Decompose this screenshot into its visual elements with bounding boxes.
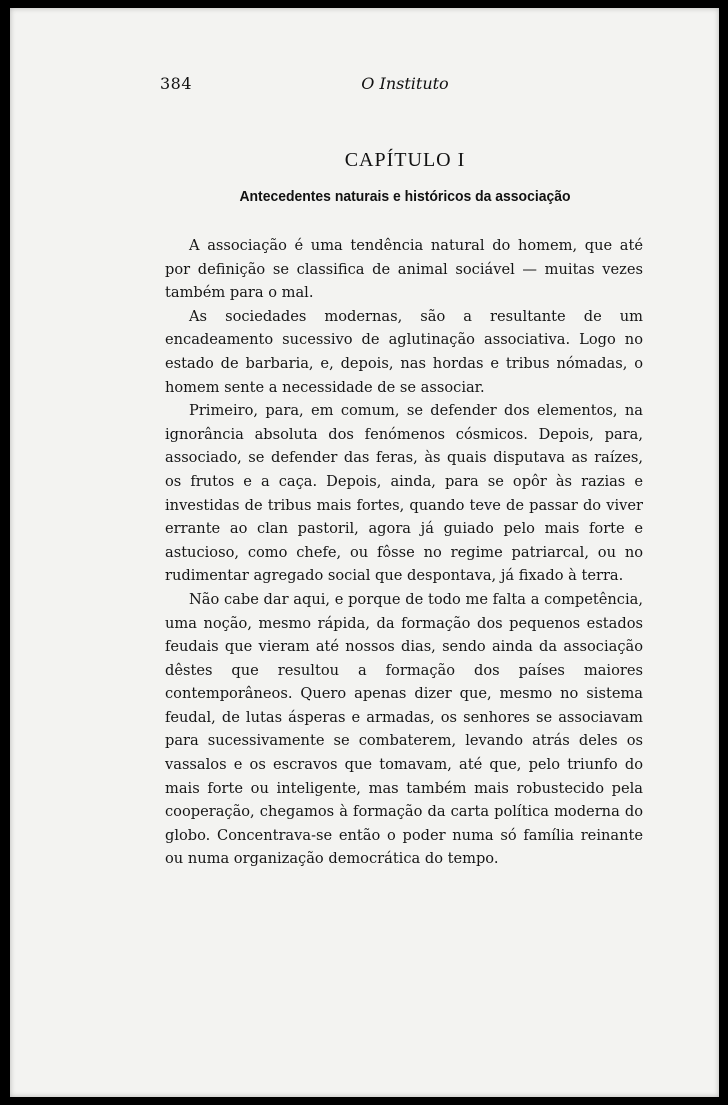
page-number: 384 xyxy=(160,74,193,93)
running-title: O Instituto xyxy=(361,74,449,93)
chapter-subtitle: Antecedentes naturais e históricos da associação xyxy=(239,188,571,205)
paragraph: As sociedades modernas, são a resultante de um encadeamento sucessivo de aglutinação associativa. Logo no estado de barbaria, e, depois, nas hordas e tribus nómadas, o homem sente a necessidade de se associar. xyxy=(165,307,643,396)
page-header xyxy=(160,74,650,98)
paragraph: Não cabe dar aqui, e porque de todo me falta a competência, uma noção, mesmo rápida, da formação dos pequenos estados feudais que vieram até nossos dias, sendo ainda da associação dêstes que resultou a formação dos países maiores contemporâneos. Quero apenas dizer que, mesmo no sistema feudal, de lutas ásperas e armadas, os senhores se associavam para sucessivamente se combaterem, levando atrás deles os vassalos e os escravos que tomavam, até que, pelo triunfo do mais forte ou inteligente, mas também mais robustecido pela cooperação, chegamos à formação da carta política moderna do globo. Concentrava-se então o poder numa só família reinante ou numa organização democrática do tempo. xyxy=(165,590,643,868)
paragraph: A associação é uma tendência natural do homem, que até por definição se classifica de animal sociável — muitas vezes também para o mal. xyxy=(165,237,643,302)
body-text xyxy=(165,234,643,871)
chapter-title: CAPÍTULO I xyxy=(344,149,466,171)
book-page xyxy=(10,8,719,1097)
paragraph: Primeiro, para, em comum, se defender dos elementos, na ignorância absoluta dos fenómenos cósmicos. Depois, para, associado, se defender das feras, às quais disputava as raízes, os frutos e a caça. Depois, ainda, para se opôr às razias e investidas de tribus mais fortes, quando teve de passar do viver errante ao clan pastoril, agora já guiado pelo mais forte e astucioso, como chefe, ou fôsse no regime patriarcal, ou no rudimentar agregado social que despontava, já fixado à terra. xyxy=(165,402,643,585)
